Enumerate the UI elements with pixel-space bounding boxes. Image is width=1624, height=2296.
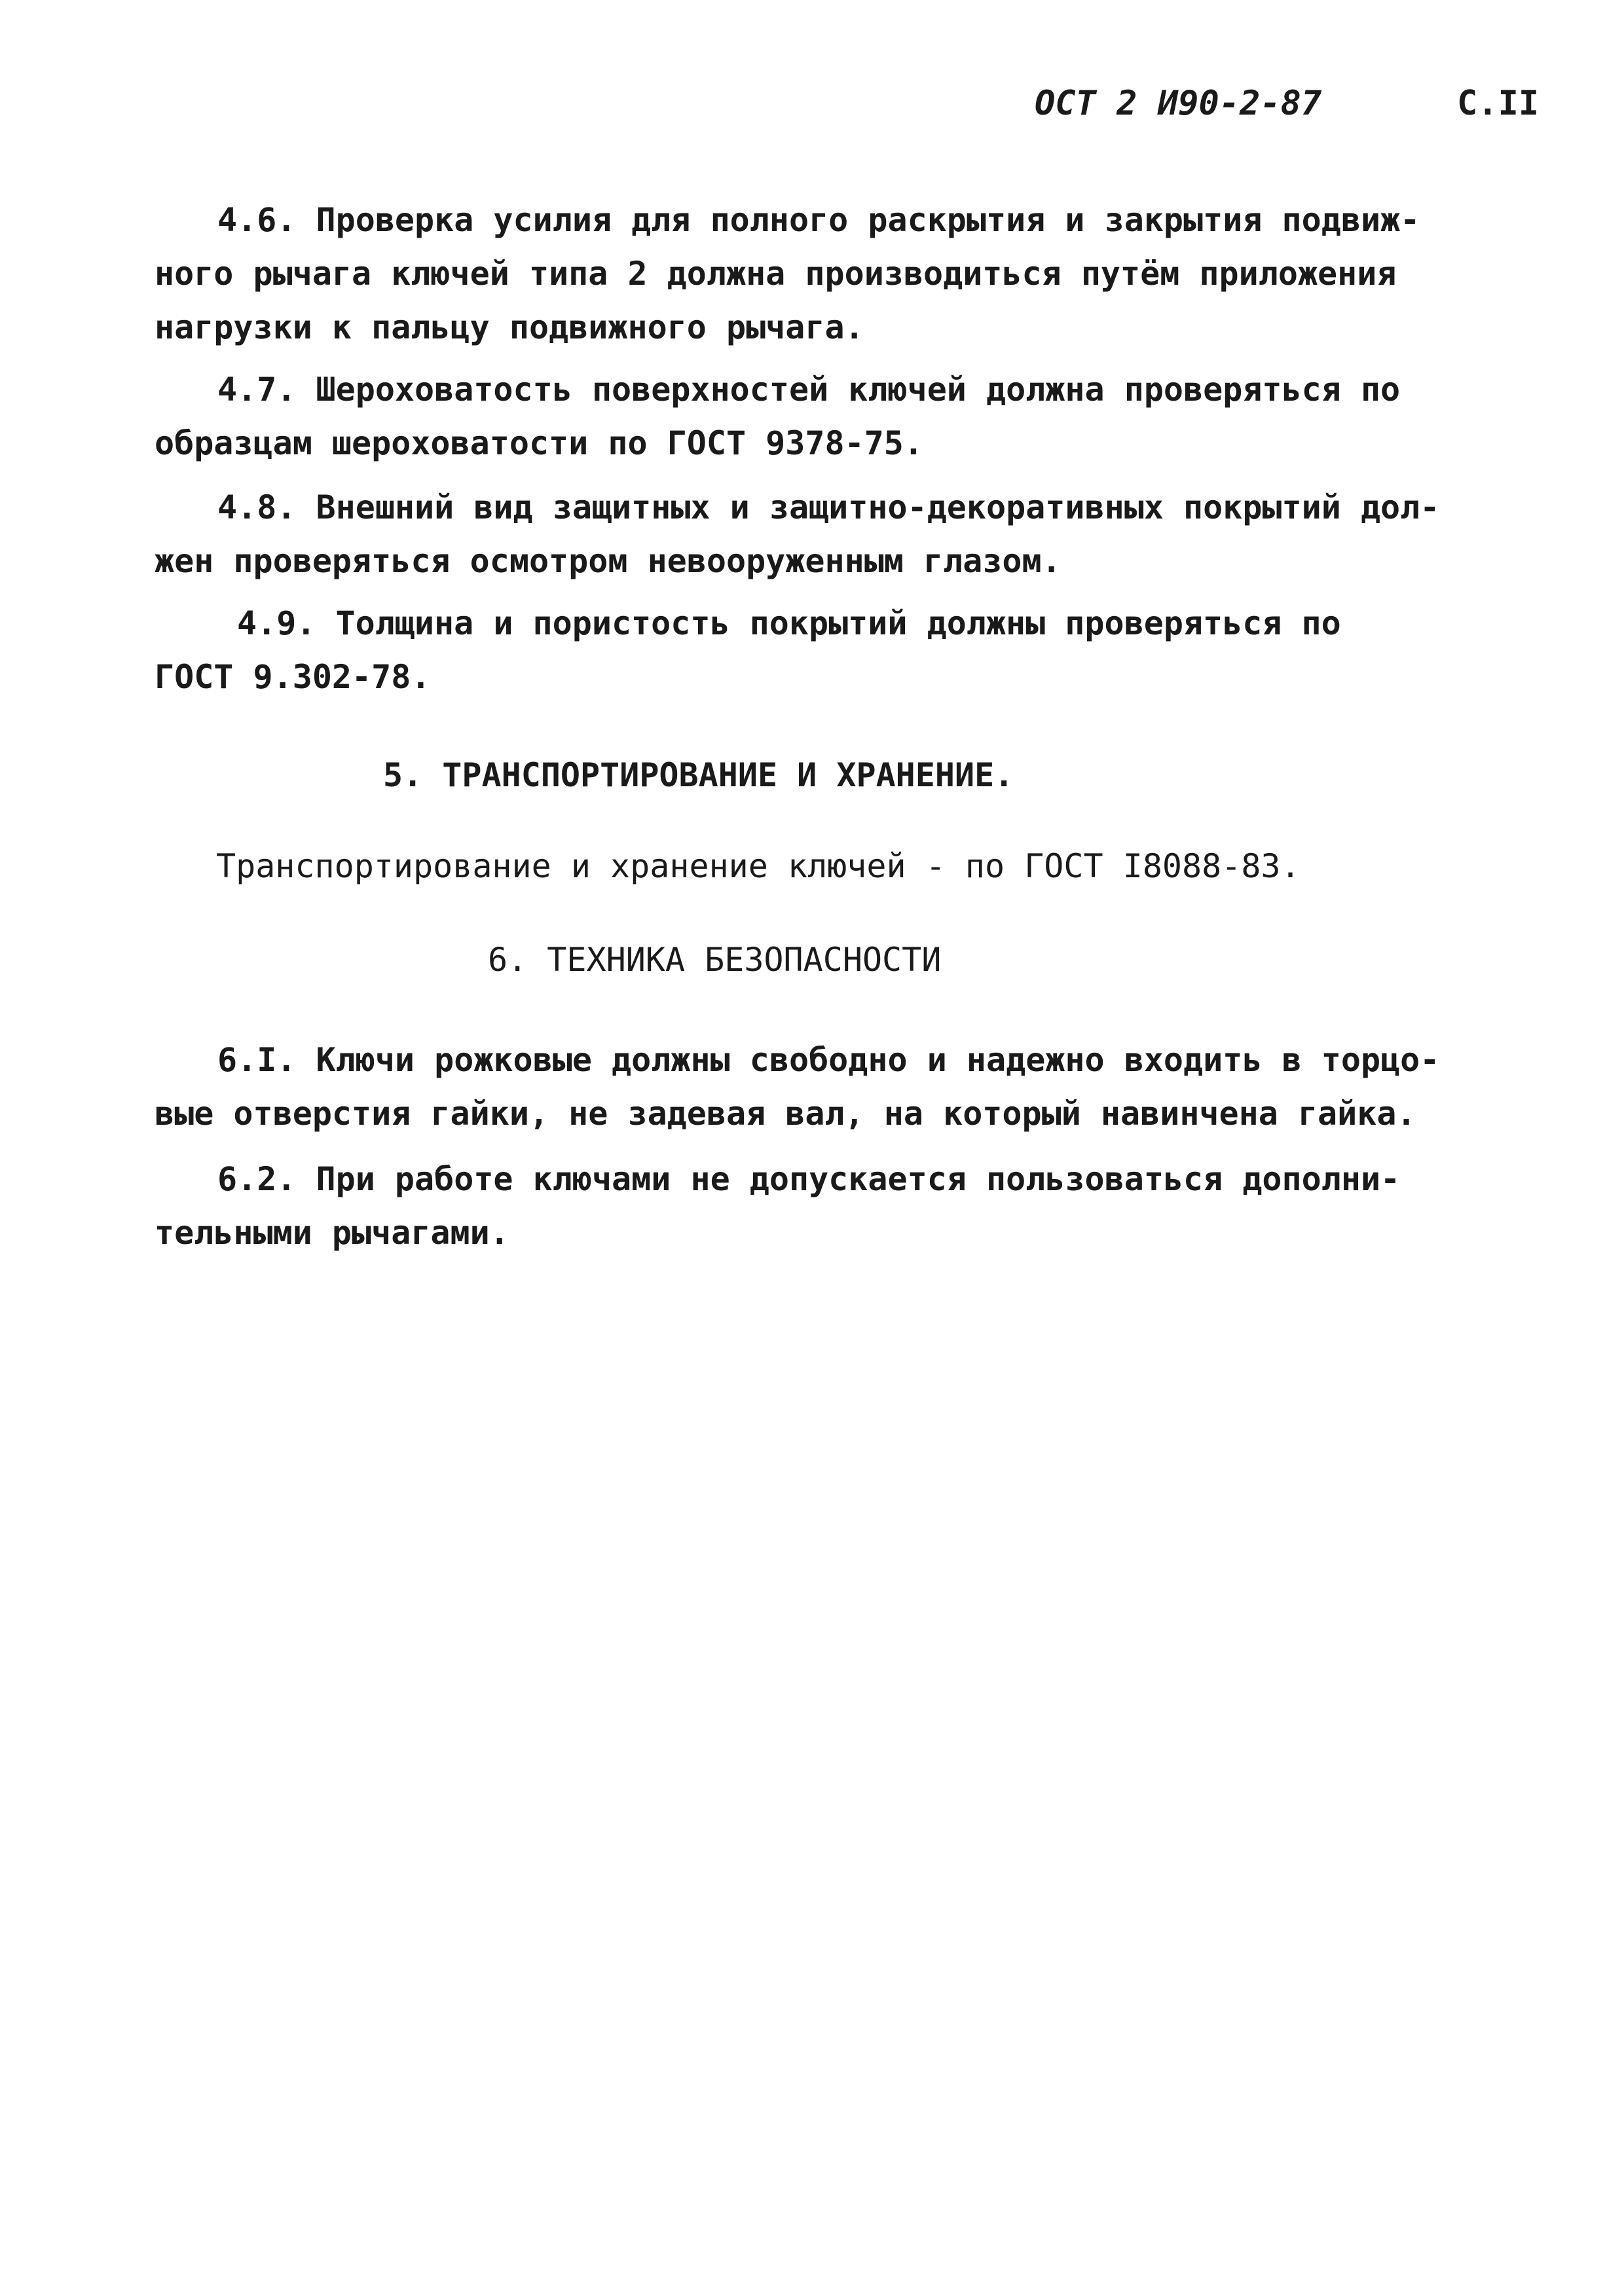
section-heading-6: 6. ТЕХНИКА БЕЗОПАСНОСТИ (488, 941, 942, 979)
paragraph-line: 4.6. Проверка усилия для полного раскрытия и закрытия подвиж- (217, 201, 1420, 239)
section-heading-5: 5. ТРАНСПОРТИРОВАНИЕ И ХРАНЕНИЕ. (383, 756, 1014, 794)
paragraph-line: тельными рычагами. (155, 1214, 509, 1252)
paragraph-line: ного рычага ключей типа 2 должна производиться путём приложения (155, 255, 1397, 293)
paragraph-line: 4.7. Шероховатость поверхностей ключей должна проверяться по (217, 371, 1401, 409)
paragraph-4-9 (155, 596, 1504, 704)
paragraph-line: образцам шероховатости по ГОСТ 9378-75. (155, 424, 923, 462)
paragraph-line: 4.8. Внешний вид защитных и защитно-декоративных покрытий дол- (217, 488, 1440, 526)
paragraph-4-7 (155, 363, 1504, 470)
paragraph-6-2 (155, 1152, 1504, 1260)
paragraph-6-1 (155, 1033, 1504, 1140)
document-code: ОСТ 2 И90-2-87 (1035, 84, 1322, 123)
paragraph-line: 6.2. При работе ключами не допускается пользоваться дополни- (217, 1160, 1401, 1198)
paragraph-4-8 (155, 481, 1504, 588)
page-header (1022, 77, 1545, 130)
paragraph-line: нагрузки к пальцу подвижного рычага. (155, 308, 864, 346)
page-number: С.II (1457, 84, 1540, 123)
paragraph-5: Транспортирование и хранение ключей - по ГОСТ I8088-83. (216, 847, 1301, 885)
paragraph-4-6 (155, 193, 1504, 354)
paragraph-line: ГОСТ 9.302-78. (155, 658, 431, 696)
paragraph-line: 6.I. Ключи рожковые должны свободно и надежно входить в торцо- (217, 1041, 1440, 1079)
paragraph-line: вые отверстия гайки, не задевая вал, на который навинчена гайка. (155, 1095, 1416, 1133)
paragraph-line: 4.9. Толщина и пористость покрытий должны проверяться по (237, 604, 1341, 642)
paragraph-line: жен проверяться осмотром невооруженным глазом. (155, 542, 1061, 580)
